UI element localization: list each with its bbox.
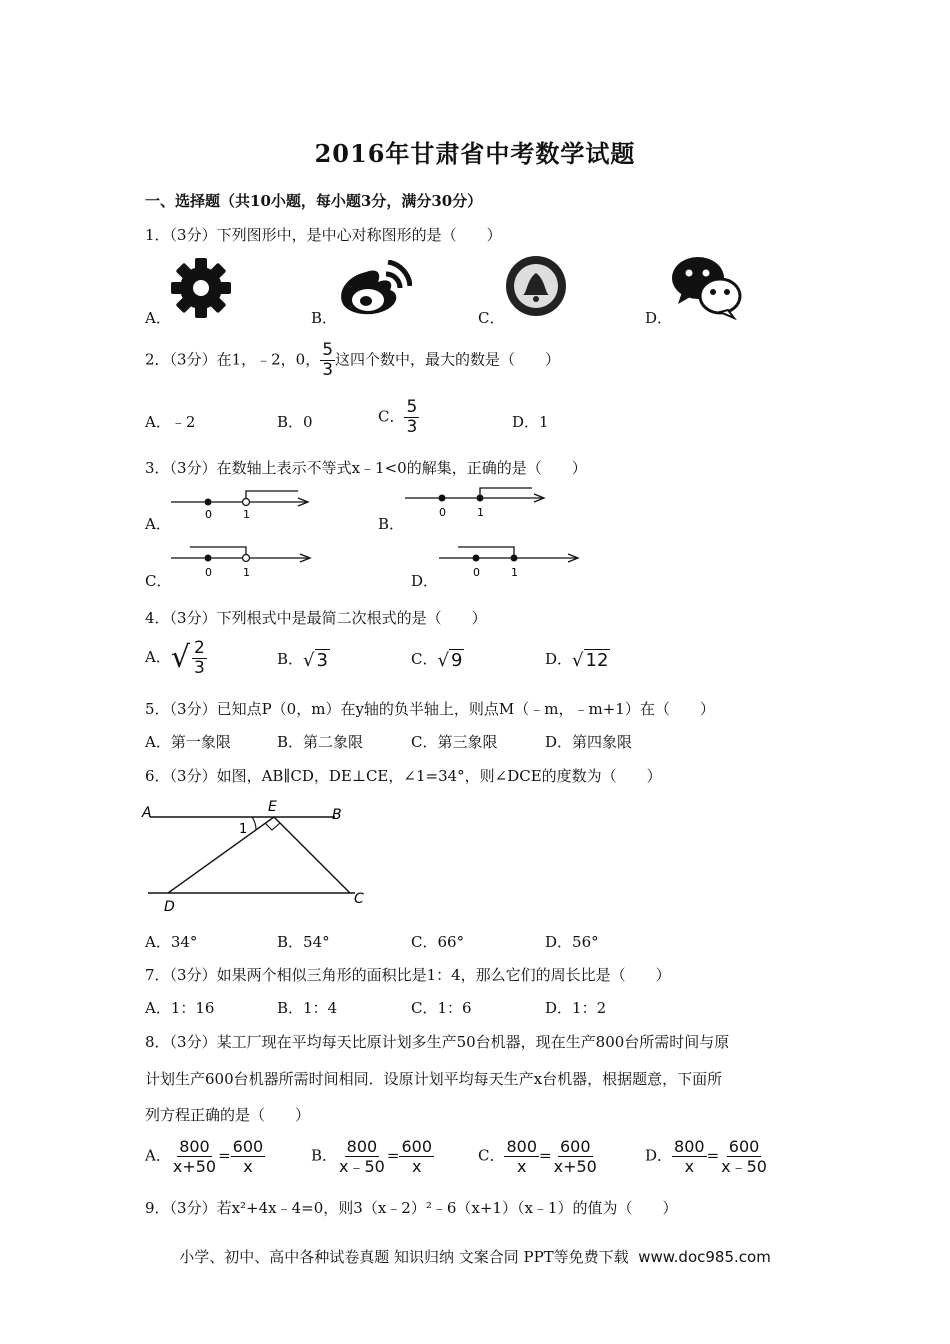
q6-option-c: C．66° xyxy=(411,933,465,951)
q3-number-line-d xyxy=(436,542,584,580)
q8-a-right-num: 600 xyxy=(232,1137,264,1156)
q7-option-d: D．1：2 xyxy=(545,999,607,1017)
q6-label-e: E xyxy=(268,799,277,815)
q8-c-equals: = xyxy=(539,1146,552,1165)
q2-option-c xyxy=(378,398,419,437)
q6-option-d: D．56° xyxy=(545,933,599,951)
q8-b-left-den: x﹣50 xyxy=(339,1157,385,1176)
gear-icon xyxy=(170,257,232,319)
q4-option-a-label: A． xyxy=(145,648,171,666)
q4-option-c: C． √ 9 xyxy=(411,649,463,671)
question-8-line-1: 8．（3分）某工厂现在平均每天比原计划多生产50台机器，现在生产800台所需时间与原 xyxy=(145,1033,730,1051)
q8-c-left-num: 800 xyxy=(506,1137,538,1156)
q5-option-b: B．第二象限 xyxy=(277,733,364,751)
q4-option-d-label: D． xyxy=(545,650,573,668)
q3-b-tick-1: 1 xyxy=(477,506,484,519)
footer-site-link[interactable]: www.doc985.com xyxy=(638,1248,771,1266)
q8-a-left-num: 800 xyxy=(179,1137,210,1156)
q2-c-den: 3 xyxy=(406,417,418,437)
q3-a-tick-0: 0 xyxy=(205,508,212,521)
q8-c-label: C． xyxy=(478,1146,505,1165)
question-4: 4．（3分）下列根式中是最简二次根式的是（ ） xyxy=(145,609,487,627)
question-8-line-2: 计划生产600台机器所需时间相同．设原计划平均每天生产x台机器，根据题意，下面所 xyxy=(145,1070,723,1088)
q2-option-d: D．1 xyxy=(512,413,549,431)
q1-option-b-label: B． xyxy=(311,309,338,327)
q1-option-a-label: A． xyxy=(145,309,171,327)
q3-option-a-label: A． xyxy=(145,515,171,533)
footer-text: 小学、初中、高中各种试卷真题 知识归纳 文案合同 PPT等免费下载 xyxy=(179,1248,629,1266)
q3-option-d-label: D． xyxy=(411,572,439,590)
q3-option-b-label: B． xyxy=(378,515,405,533)
q3-c-tick-1: 1 xyxy=(243,566,250,579)
q6-label-b: B xyxy=(332,807,342,823)
q1-option-d-label: D． xyxy=(645,309,673,327)
q3-d-tick-1: 1 xyxy=(511,566,518,579)
q8-b-label: B． xyxy=(311,1146,338,1165)
q8-d-left-den: x xyxy=(684,1157,695,1176)
wechat-icon xyxy=(670,254,742,320)
q8-a-right-den: x xyxy=(243,1157,253,1176)
q6-label-d: D xyxy=(164,899,175,915)
q3-option-c-label: C． xyxy=(145,572,172,590)
question-8-line-3: 列方程正确的是（ ） xyxy=(145,1106,311,1124)
q7-option-b: B．1：4 xyxy=(277,999,338,1017)
q2-fraction xyxy=(320,341,335,380)
q8-b-right-den: x xyxy=(411,1157,422,1176)
question-7: 7．（3分）如果两个相似三角形的面积比是1：4，那么它们的周长比是（ ） xyxy=(145,966,671,984)
question-6: 6．（3分）如图，AB∥CD，DE⊥CE，∠1=34°，则∠DCE的度数为（ ） xyxy=(145,767,662,785)
q4-d-radicand: 12 xyxy=(585,649,609,671)
q4-a-num: 2 xyxy=(193,637,205,658)
q4-option-a: A． √ $\frac{2}{3}$ xyxy=(145,637,205,678)
q2-option-b: B．0 xyxy=(277,413,313,431)
q3-c-tick-0: 0 xyxy=(205,566,212,579)
q8-a-label: A． xyxy=(145,1146,171,1165)
q8-option-a xyxy=(145,1137,265,1176)
q8-option-d xyxy=(645,1137,769,1176)
q8-c-right-den: x+50 xyxy=(553,1157,597,1176)
q4-c-radicand: 9 xyxy=(450,649,463,671)
q4-a-den: 3 xyxy=(193,657,205,678)
q2-frac-den: 3 xyxy=(322,360,334,380)
q6-label-angle1: 1 xyxy=(239,822,248,837)
q5-option-a: A．第一象限 xyxy=(145,733,231,751)
q5-option-d: D．第四象限 xyxy=(545,733,633,751)
page-footer xyxy=(0,1246,950,1267)
q8-d-right-num: 600 xyxy=(728,1137,760,1156)
q8-c-left-den: x xyxy=(517,1157,527,1176)
q3-number-line-c xyxy=(168,542,316,580)
q6-option-b: B．54° xyxy=(277,933,330,951)
q8-d-right-den: x﹣50 xyxy=(721,1157,767,1176)
q3-number-line-b xyxy=(402,484,550,520)
q1-option-c-label: C． xyxy=(478,309,505,327)
page-title: 2016年甘肃省中考数学试题 xyxy=(314,139,636,168)
q4-option-b-label: B． xyxy=(277,650,304,668)
q7-option-c: C．1：6 xyxy=(411,999,472,1017)
q4-option-d: D． √ 12 xyxy=(545,649,609,671)
q2-stem-pre: 2．（3分）在1，﹣2，0， xyxy=(145,350,321,369)
q6-label-a: A xyxy=(142,805,152,821)
q8-option-b xyxy=(311,1137,434,1176)
q8-d-label: D． xyxy=(645,1146,673,1165)
q6-label-c: C xyxy=(354,891,364,907)
q8-b-right-num: 600 xyxy=(401,1137,432,1156)
q4-option-b: B． √ 3 xyxy=(277,649,328,671)
q2-option-c-label: C． xyxy=(378,407,405,426)
q6-geometry-figure xyxy=(140,795,375,917)
q8-b-equals: = xyxy=(386,1146,400,1165)
q4-option-c-label: C． xyxy=(411,650,438,668)
q3-b-tick-0: 0 xyxy=(439,506,446,519)
q3-d-tick-0: 0 xyxy=(473,566,480,579)
q3-number-line-a xyxy=(168,486,313,522)
q8-d-equals: = xyxy=(706,1146,720,1165)
q8-a-equals: = xyxy=(218,1146,231,1165)
question-5: 5．（3分）已知点P（0，m）在y轴的负半轴上，则点M（﹣m，﹣m+1）在（ ） xyxy=(145,700,715,718)
q2-c-num: 5 xyxy=(406,397,418,417)
question-2 xyxy=(145,341,560,380)
q7-option-a: A．1：16 xyxy=(145,999,215,1017)
question-9: 9．（3分）若x²+4x﹣4=0，则3（x﹣2）²﹣6（x+1）（x﹣1）的值为（ ） xyxy=(145,1199,678,1217)
q8-c-right-num: 600 xyxy=(559,1137,591,1156)
q5-option-c: C．第三象限 xyxy=(411,733,498,751)
q2-frac-num: 5 xyxy=(322,340,334,360)
q2-stem-post: 这四个数中，最大的数是（ ） xyxy=(335,350,561,369)
q4-b-radicand: 3 xyxy=(316,649,328,671)
q8-a-left-den: x+50 xyxy=(172,1157,217,1176)
weibo-icon xyxy=(336,260,412,318)
question-1: 1．（3分）下列图形中，是中心对称图形的是（ ） xyxy=(145,226,502,244)
q3-a-tick-1: 1 xyxy=(243,508,250,521)
q2-option-a: A．﹣2 xyxy=(145,413,196,431)
bell-logo-icon xyxy=(505,255,567,317)
section-heading: 一、选择题（共10小题，每小题3分，满分30分） xyxy=(145,192,483,210)
q8-d-left-num: 800 xyxy=(674,1137,705,1156)
q8-option-c xyxy=(478,1137,599,1176)
q8-b-left-num: 800 xyxy=(346,1137,378,1156)
q6-option-a: A．34° xyxy=(145,933,198,951)
question-3: 3．（3分）在数轴上表示不等式x﹣1<0的解集，正确的是（ ） xyxy=(145,459,587,477)
